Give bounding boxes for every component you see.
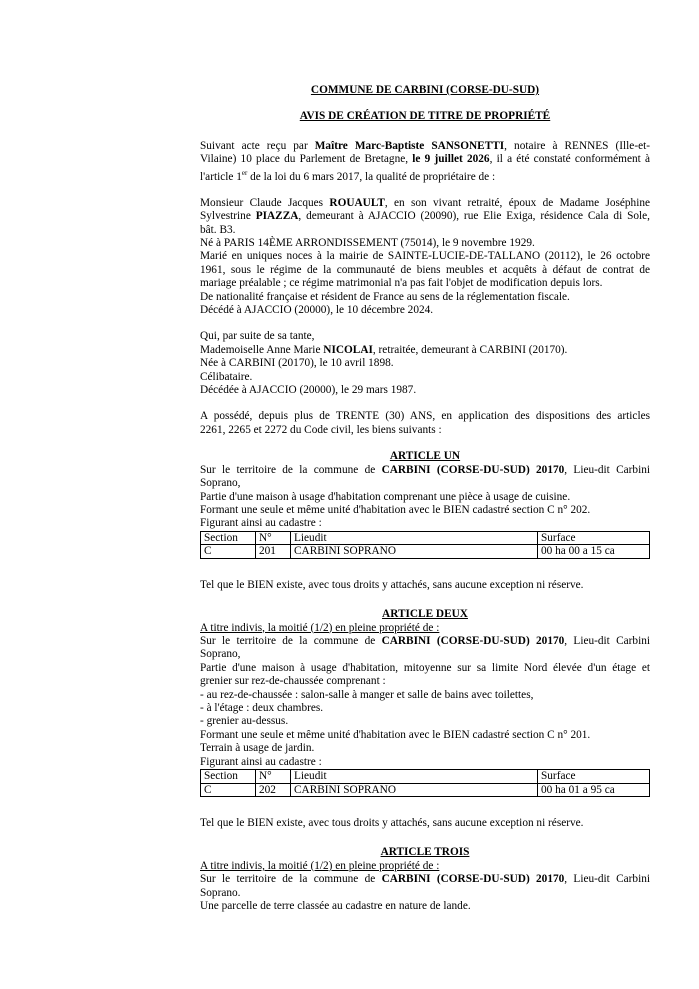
avis-title: AVIS DE CRÉATION DE TITRE DE PROPRIÉTÉ [299,110,551,123]
article-un: ARTICLE UN Sur le territoire de la commune de CARBINI (CORSE-DU-SUD) 20170, Lieu-dit Carbini Soprano, Partie d'une maison à usage d'habitation comprenant une pièce à usage de cuisine. Formant une seule et même unité d'habitation avec le BIEN cadastré section C n° 202. Figurant ainsi au cadastre : Section N° Lieudit Surface C 201 CARBINI SOPRANO 00 ha 00 a 15 ca Tel que le BIEN existe, avec tous droits y attachés, sans aucune exception ni réserve. [200,450,650,591]
document-page [200,84,650,913]
indivis-note: A titre indivis, la moitié (1/2) en pleine propriété de : [200,859,440,872]
aunt-paragraph: Qui, par suite de sa tante, Mademoiselle Anne Marie NICOLAI, retraitée, demeurant à CARBINI (20170). Née à CARBINI (20170), le 10 avril 1898. Célibataire. Décédée à AJACCIO (20000), le 29 mars 1987. [200,330,568,397]
commune-title: COMMUNE DE CARBINI (CORSE-DU-SUD) [310,84,540,96]
aunt-name: NICOLAI [323,343,373,356]
article-deux-heading: ARTICLE DEUX [382,608,468,621]
table-header-row: Section N° Lieudit Surface [201,531,650,545]
article-trois-heading: ARTICLE TROIS [380,846,470,859]
table-row: C 202 CARBINI SOPRANO 00 ha 01 a 95 ca [201,783,650,797]
indivis-note: A titre indivis, la moitié (1/2) en pleine propriété de : [200,621,440,634]
possession-paragraph: A possédé, depuis plus de TRENTE (30) ANS, en application des dispositions des articles 2261, 2265 et 2272 du Code civil, les biens suivants : [200,410,650,436]
article-deux: ARTICLE DEUX A titre indivis, la moitié (1/2) en pleine propriété de : Sur le territoire de la commune de CARBINI (CORSE-DU-SUD) 20170, Lieu-dit Carbini Soprano, Partie d'une maison à usage d'habitation, mitoyenne sur sa limite Nord élevée d'un étage et grenier sur rez-de-chaussée comprenant : - au rez-de-chaussée : salon-salle à manger et salle de bains avec toilettes, - à l'étage : deux chambres. - grenier au-dessus. Formant une seule et même unité d'habitation avec le BIEN cadastré section C n° 201. Terrain à usage de jardin. Figurant ainsi au cadastre : Section N° Lieudit Surface C 202 CARBINI SOPRANO 00 ha 01 a 95 ca Tel que le BIEN existe, avec tous droits y attachés, sans aucune exception ni réserve. [200,608,650,830]
cadastre-table-un [200,531,650,559]
intro-paragraph: Suivant acte reçu par Maître Marc-Baptiste SANSONETTI, notaire à RENNES (Ille-et- Vilaine) 10 place du Parlement de Bretagne, le 9 juillet 2026, il a été constaté conformément à l'article 1er de la loi du 6 mars 2017, la qualité de propriétaire de : [200,139,650,183]
acte-date: le 9 juillet 2026 [412,153,490,166]
article-un-closing: Tel que le BIEN existe, avec tous droits y attachés, sans aucune exception ni réserve. [200,578,584,591]
owner-name: ROUAULT [329,196,385,209]
table-row: C 201 CARBINI SOPRANO 00 ha 00 a 15 ca [201,545,650,559]
owner-paragraph: Monsieur Claude Jacques ROUAULT, en son vivant retraité, époux de Madame Joséphine Sylvestrine PIAZZA, demeurant à AJACCIO (20090), rue Elie Exiga, résidence Cala di Sole, bât. B3. Né à PARIS 14ÈME ARRONDISSEMENT (75014), le 9 novembre 1929. Marié en uniques noces à la mairie de SAINTE-LUCIE-DE-TALLANO (20112), le 26 octobre 1961, sous le régime de la communauté de biens meubles et acquêts à défaut de contrat de mariage préalable ; ce régime matrimonial n'a pas fait l'objet de modification depuis lors. De nationalité française et résident de France au sens de la réglementation fiscale. Décédé à AJACCIO (20000), le 10 décembre 2024. [200,196,650,317]
spouse-name: PIAZZA [255,210,299,223]
cadastre-table-deux [200,769,650,797]
article-un-heading: ARTICLE UN [389,450,461,463]
notaire-name: Maître Marc-Baptiste SANSONETTI [314,139,505,152]
table-header-row: Section N° Lieudit Surface [201,770,650,784]
article-trois: ARTICLE TROIS A titre indivis, la moitié (1/2) en pleine propriété de : Sur le territoire de la commune de CARBINI (CORSE-DU-SUD) 20170, Lieu-dit Carbini Soprano. Une parcelle de terre classée au cadastre en nature de lande. [200,846,650,913]
article-deux-closing: Tel que le BIEN existe, avec tous droits y attachés, sans aucune exception ni réserve. [200,817,584,830]
